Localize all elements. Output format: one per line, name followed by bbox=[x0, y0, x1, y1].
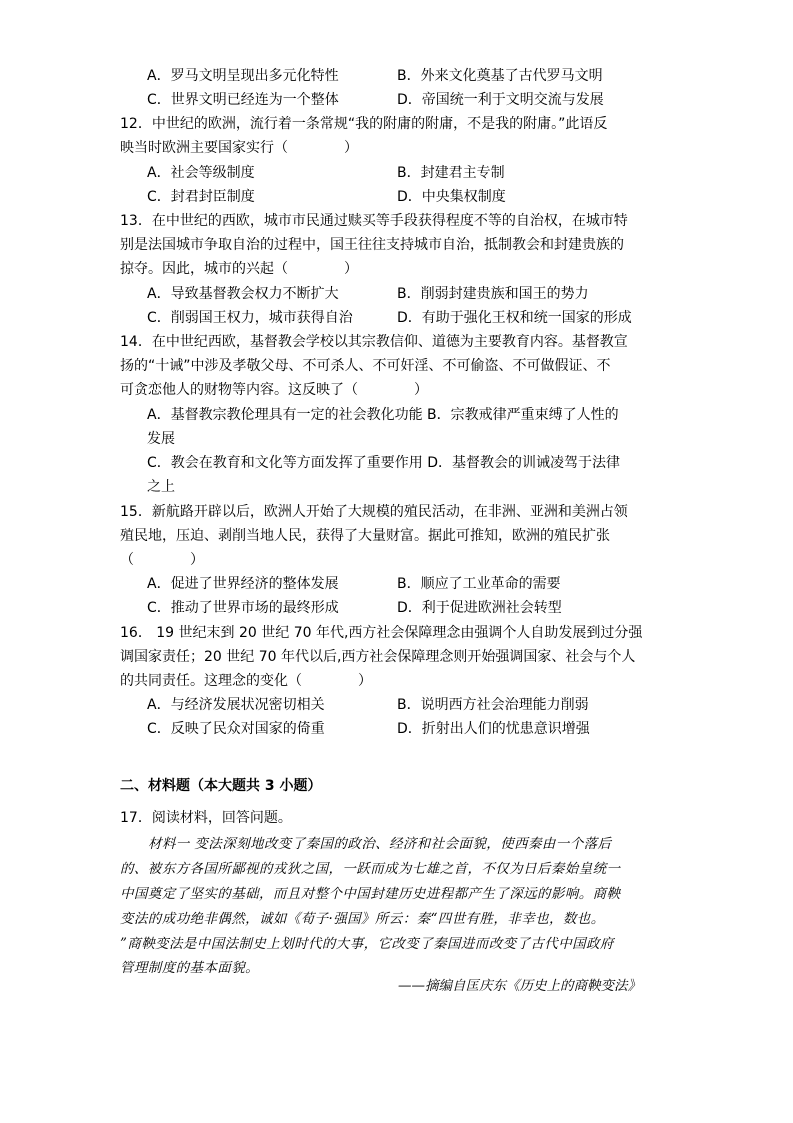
q17-material-line-6: 管理制度的基本面貌。 bbox=[120, 960, 259, 976]
q17-material-line-3: 中国奠定了坚实的基础，而且对整个中国封建历史进程都产生了深远的影响。商鞅 bbox=[120, 886, 621, 902]
q15-stem-line-1: 15．新航路开辟以后，欧洲人开始了大规模的殖民活动，在非洲、亚洲和美洲占领 bbox=[120, 504, 628, 520]
q15-stem-line-3: （ ） bbox=[120, 552, 204, 568]
q12-option-a: A．社会等级制度 bbox=[147, 165, 255, 181]
q11-option-d: D．帝国统一利于文明交流与发展 bbox=[397, 92, 604, 108]
q16-stem-line-3: 的共同责任。这理念的变化（ ） bbox=[120, 673, 372, 689]
q16-stem-line-2: 调国家责任；20 世纪 70 年代以后,西方社会保障理念则开始强调国家、社会与个人 bbox=[120, 649, 636, 665]
q14-options-line-2: 发展 bbox=[147, 431, 175, 447]
q11-option-c: C．世界文明已经连为一个整体 bbox=[147, 92, 339, 108]
q12-stem-line-1: 12．中世纪的欧洲，流行着一条常规“我的附庸的附庸，不是我的附庸。”此语反 bbox=[120, 116, 608, 132]
section-2-title: 二、材料题（本大题共 3 小题） bbox=[120, 778, 322, 794]
q13-stem-line-2: 别是法国城市争取自治的过程中，国王往往支持城市自治，抵制教会和封建贵族的 bbox=[120, 237, 624, 253]
q16-stem-line-1: 16． 19 世纪末到 20 世纪 70 年代,西方社会保障理念由强调个人自助发展到过分强 bbox=[120, 625, 643, 641]
q12-stem-line-2: 映当时欧洲主要国家实行（ ） bbox=[120, 140, 358, 156]
q12-option-b: B．封建君主专制 bbox=[397, 165, 505, 181]
q17-material-line-1: 材料一 变法深刻地改变了秦国的政治、经济和社会面貌，使西秦由一个落后 bbox=[148, 836, 612, 852]
q15-option-c: C．推动了世界市场的最终形成 bbox=[147, 600, 339, 616]
q17-material-line-2: 的、被东方各国所鄙视的戎狄之国，一跃而成为七雄之首，不仅为日后秦始皇统一 bbox=[120, 861, 621, 877]
q13-stem-line-1: 13．在中世纪的西欧，城市市民通过赎买等手段获得程度不等的自治权，在城市特 bbox=[120, 213, 628, 229]
q11-option-a: A．罗马文明呈现出多元化特性 bbox=[147, 68, 339, 84]
q13-option-b: B．削弱封建贵族和国王的势力 bbox=[397, 286, 589, 302]
q13-stem-line-3: 掠夺。因此，城市的兴起（ ） bbox=[120, 261, 358, 277]
q17-stem: 17．阅读材料，回答问题。 bbox=[120, 810, 292, 826]
q15-stem-line-2: 殖民地，压迫、剥削当地人民，获得了大量财富。据此可推知，欧洲的殖民扩张 bbox=[120, 528, 610, 544]
q16-option-c: C．反映了民众对国家的倚重 bbox=[147, 721, 325, 737]
q14-stem-line-1: 14．在中世纪西欧，基督教会学校以其宗教信仰、道德为主要教育内容。基督教宣 bbox=[120, 334, 628, 350]
q15-option-d: D．利于促进欧洲社会转型 bbox=[397, 600, 562, 616]
q13-option-c: C．削弱国王权力，城市获得自治 bbox=[147, 310, 353, 326]
q14-options-line-1: A．基督教宗教伦理具有一定的社会教化功能 B．宗教戒律严重束缚了人性的 bbox=[147, 407, 619, 423]
q17-source: ——摘编自匡庆东《历史上的商鞅变法》 bbox=[398, 978, 641, 994]
q14-options-line-4: 之上 bbox=[147, 479, 175, 495]
q11-option-b: B．外来文化奠基了古代罗马文明 bbox=[397, 68, 603, 84]
q14-options-line-3: C．教会在教育和文化等方面发挥了重要作用 D．基督教会的训诫凌驾于法律 bbox=[147, 455, 621, 471]
q12-option-c: C．封君封臣制度 bbox=[147, 189, 255, 205]
q13-option-d: D．有助于强化王权和统一国家的形成 bbox=[397, 310, 632, 326]
q17-material-line-5: ”商鞅变法是中国法制史上划时代的大事，它改变了秦国进而改变了古代中国政府 bbox=[120, 936, 614, 952]
q12-option-d: D．中央集权制度 bbox=[397, 189, 506, 205]
q16-option-b: B．说明西方社会治理能力削弱 bbox=[397, 697, 589, 713]
q17-material-line-4: 变法的成功绝非偶然，诚如《荀子·强国》所云：秦“四世有胜，非幸也，数也。 bbox=[120, 911, 605, 927]
q14-stem-line-3: 可贪恋他人的财物等内容。这反映了（ ） bbox=[120, 382, 428, 398]
q16-option-d: D．折射出人们的忧患意识增强 bbox=[397, 721, 590, 737]
q16-option-a: A．与经济发展状况密切相关 bbox=[147, 697, 325, 713]
q15-option-a: A．促进了世界经济的整体发展 bbox=[147, 576, 339, 592]
q13-option-a: A．导致基督教会权力不断扩大 bbox=[147, 286, 339, 302]
q15-option-b: B．顺应了工业革命的需要 bbox=[397, 576, 561, 592]
q14-stem-line-2: 扬的“十诫”中涉及孝敬父母、不可杀人、不可奸淫、不可偷盗、不可做假证、不 bbox=[120, 358, 611, 374]
